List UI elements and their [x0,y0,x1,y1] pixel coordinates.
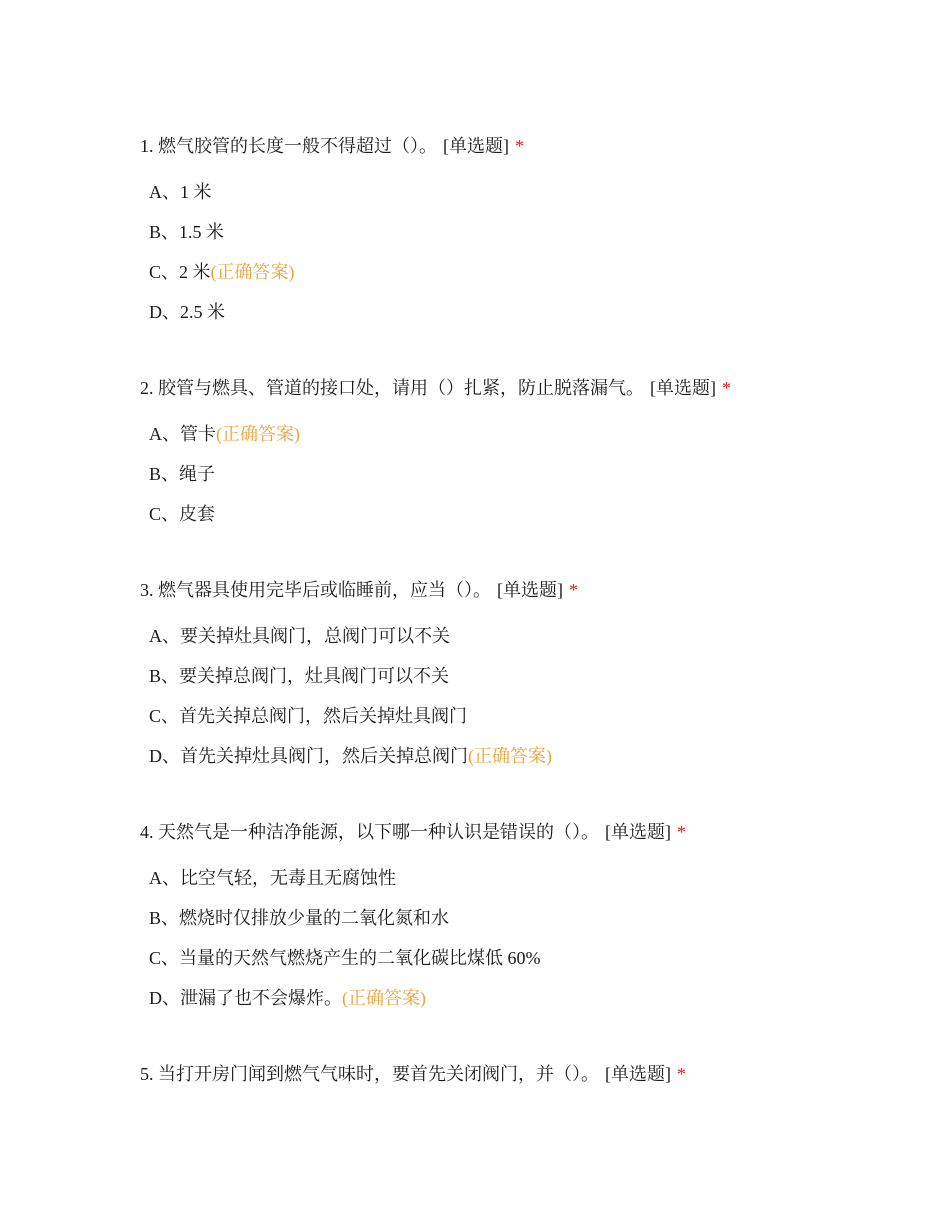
option-label: C、首先关掉总阀门，然后关掉灶具阀门 [149,706,468,726]
question-title [140,134,900,158]
question-title [140,820,900,844]
option-b[interactable] [149,220,900,260]
option-label: B、1.5 米 [149,222,225,242]
question-number: 5. [140,1064,154,1084]
option-label: B、要关掉总阀门，灶具阀门可以不关 [149,666,450,686]
option-c[interactable] [149,946,900,986]
option-c[interactable] [149,260,900,300]
option-c[interactable] [149,502,900,542]
question-text: 胶管与燃具、管道的接口处，请用（）扎紧，防止脱落漏气。 [158,378,644,398]
question-text: 燃气胶管的长度一般不得超过（）。 [158,136,437,156]
option-label: C、皮套 [149,504,216,524]
option-d[interactable] [149,986,900,1026]
question-number: 3. [140,580,154,600]
option-label: A、管卡 [149,424,216,444]
option-label: B、绳子 [149,464,216,484]
option-label: C、2 米 [149,262,211,282]
question-number: 4. [140,822,154,842]
option-list [149,866,900,1026]
option-a[interactable] [149,422,900,462]
question-3 [140,578,900,784]
required-marker: * [569,580,578,600]
question-text: 当打开房门闻到燃气气味时，要首先关闭阀门，并（）。 [158,1064,599,1084]
option-b[interactable] [149,664,900,704]
question-text: 燃气器具使用完毕后或临睡前，应当（）。 [158,580,491,600]
option-a[interactable] [149,180,900,220]
question-number: 1. [140,136,154,156]
question-type: [单选题] [605,822,671,842]
option-d[interactable] [149,300,900,340]
question-text: 天然气是一种洁净能源，以下哪一种认识是错误的（）。 [158,822,599,842]
option-label: D、2.5 米 [149,302,225,322]
question-number: 2. [140,378,154,398]
question-2 [140,376,900,542]
option-label: A、比空气轻，无毒且无腐蚀性 [149,868,396,888]
required-marker: * [722,378,731,398]
option-a[interactable] [149,866,900,906]
question-title [140,578,900,602]
option-d[interactable] [149,744,900,784]
question-5 [140,1062,900,1086]
option-c[interactable] [149,704,900,744]
question-1 [140,134,900,340]
question-type: [单选题] [443,136,509,156]
option-a[interactable] [149,624,900,664]
option-label: D、首先关掉灶具阀门，然后关掉总阀门 [149,746,468,766]
correct-answer-tag: (正确答案) [342,988,426,1008]
question-title [140,376,900,400]
question-type: [单选题] [605,1064,671,1084]
question-title [140,1062,900,1086]
required-marker: * [515,136,524,156]
option-b[interactable] [149,462,900,502]
correct-answer-tag: (正确答案) [210,262,295,282]
correct-answer-tag: (正确答案) [216,424,300,444]
correct-answer-tag: (正确答案) [468,746,552,766]
option-b[interactable] [149,906,900,946]
required-marker: * [677,822,686,842]
option-label: D、泄漏了也不会爆炸。 [149,988,342,1008]
option-list [149,180,900,340]
option-list [149,422,900,542]
option-label: A、要关掉灶具阀门，总阀门可以不关 [149,626,450,646]
question-type: [单选题] [650,378,716,398]
question-4 [140,820,900,1026]
option-label: A、1 米 [149,182,212,202]
option-label: B、燃烧时仅排放少量的二氧化氮和水 [149,908,450,928]
required-marker: * [677,1064,686,1084]
option-label: C、当量的天然气燃烧产生的二氧化碳比煤低 60% [149,948,541,968]
option-list [149,624,900,784]
question-type: [单选题] [497,580,563,600]
